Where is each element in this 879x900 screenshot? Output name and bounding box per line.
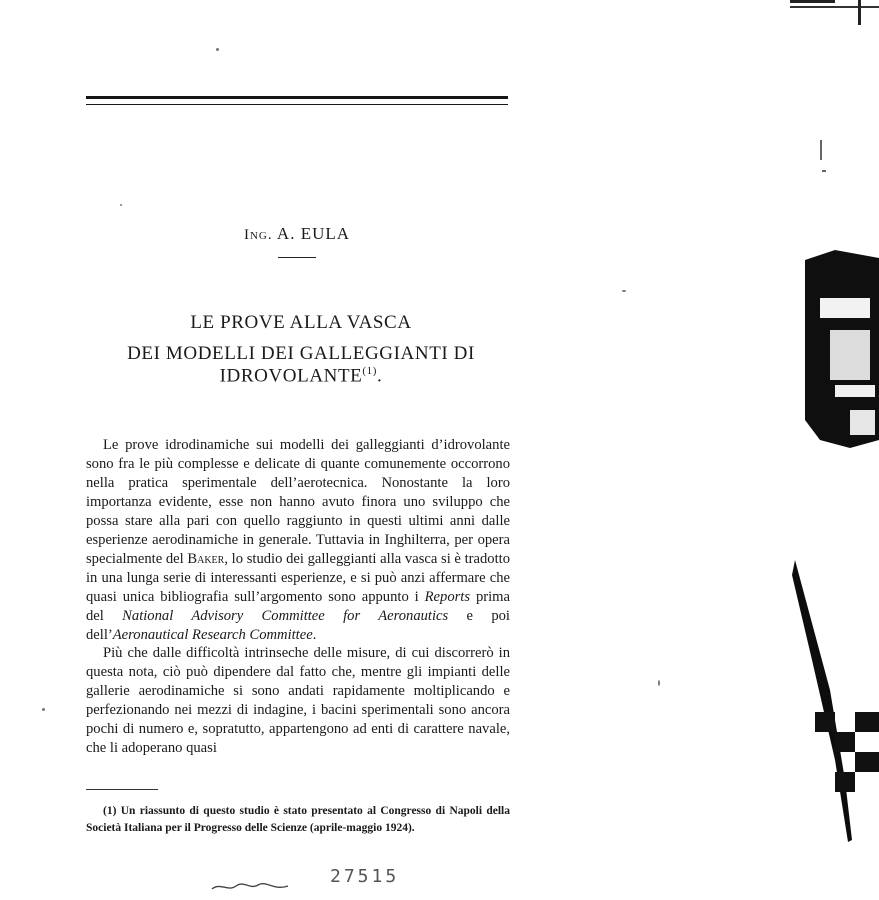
scan-speck xyxy=(42,708,45,711)
header-rule-thick xyxy=(86,96,508,99)
scan-speck xyxy=(120,204,122,206)
header-rule-thin xyxy=(86,104,508,105)
title-footnote-ref: (1) xyxy=(362,365,378,377)
scan-speck xyxy=(658,680,660,686)
paragraph-1-part-a: Le prove idrodinamiche sui modelli dei galleggianti d’idrovolante sono fra le più complesse e delicate di quante comunemente occorrono nella pratica sperimentale dell’aerotecnica. Nonostante la loro importanza evidente, esse non hanno avuto finora uno sviluppo che possa stare alla pari con quello raggiunto in questi ultimi anni dalle esperienze aerodinamiche in generale. Tuttavia in Inghilterra, per opera specialmente del xyxy=(86,437,510,567)
pencil-scribble xyxy=(210,880,290,894)
paragraph-2: Più che dalle difficoltà intrinseche delle misure, di cui discorrerò in questa nota, ciò può dipendere dal fatto che, mentre gli impianti delle gallerie aerodinamiche si sono andati rapidamente moltiplicando e perfezionando nei mezzi di indagine, i bacini sperimentali sono ancora pochi di numero e, sopratutto, appartengono ad enti di carattere navale, che li adoperano quasi xyxy=(86,645,510,757)
author-prefix: Ing. xyxy=(243,227,273,243)
footnote-divider xyxy=(86,789,158,790)
title-line-2 xyxy=(86,343,516,387)
paragraph-1-part-d: e poi dell’ xyxy=(86,607,510,643)
scan-speck xyxy=(216,48,219,51)
author-reference-baker: Baker xyxy=(187,550,225,567)
author-name: A. EULA xyxy=(276,224,351,243)
paragraph-1-part-e: . xyxy=(312,626,317,643)
title-line-1: LE PROVE ALLA VASCA xyxy=(190,312,412,333)
paragraph-1 xyxy=(86,436,510,644)
author-divider xyxy=(278,257,316,258)
body-text xyxy=(86,436,510,758)
naca-italic: National Advisory Committee for Aeronautics xyxy=(122,607,449,624)
scan-speck xyxy=(622,290,626,292)
archive-stamp-number: 27515 xyxy=(330,866,400,887)
footnote xyxy=(86,803,510,837)
scan-edge-artifacts xyxy=(790,0,879,900)
paragraph-1-part-c: prima del xyxy=(86,588,510,624)
arc-italic: Aeronautical Research Committee xyxy=(112,626,313,643)
paragraph-1-part-b: , lo studio dei galleggianti alla vasca si è tradotto in una lunga serie di interessanti esperienze, e si può anzi affermare che quasi unica bibliografia sull’argomento sono appunto i xyxy=(86,550,510,605)
title-line-2-text: DEI MODELLI DEI GALLEGGIANTI DI IDROVOLANTE xyxy=(127,343,475,387)
footnote-text: (1) Un riassunto di questo studio è stato presentato al Congresso di Napoli della Società Italiana per il Progresso delle Scienze (aprile-maggio 1924). xyxy=(86,805,510,834)
author-line xyxy=(86,224,508,244)
reports-italic: Reports xyxy=(424,588,471,605)
title-trail: . xyxy=(377,365,383,387)
